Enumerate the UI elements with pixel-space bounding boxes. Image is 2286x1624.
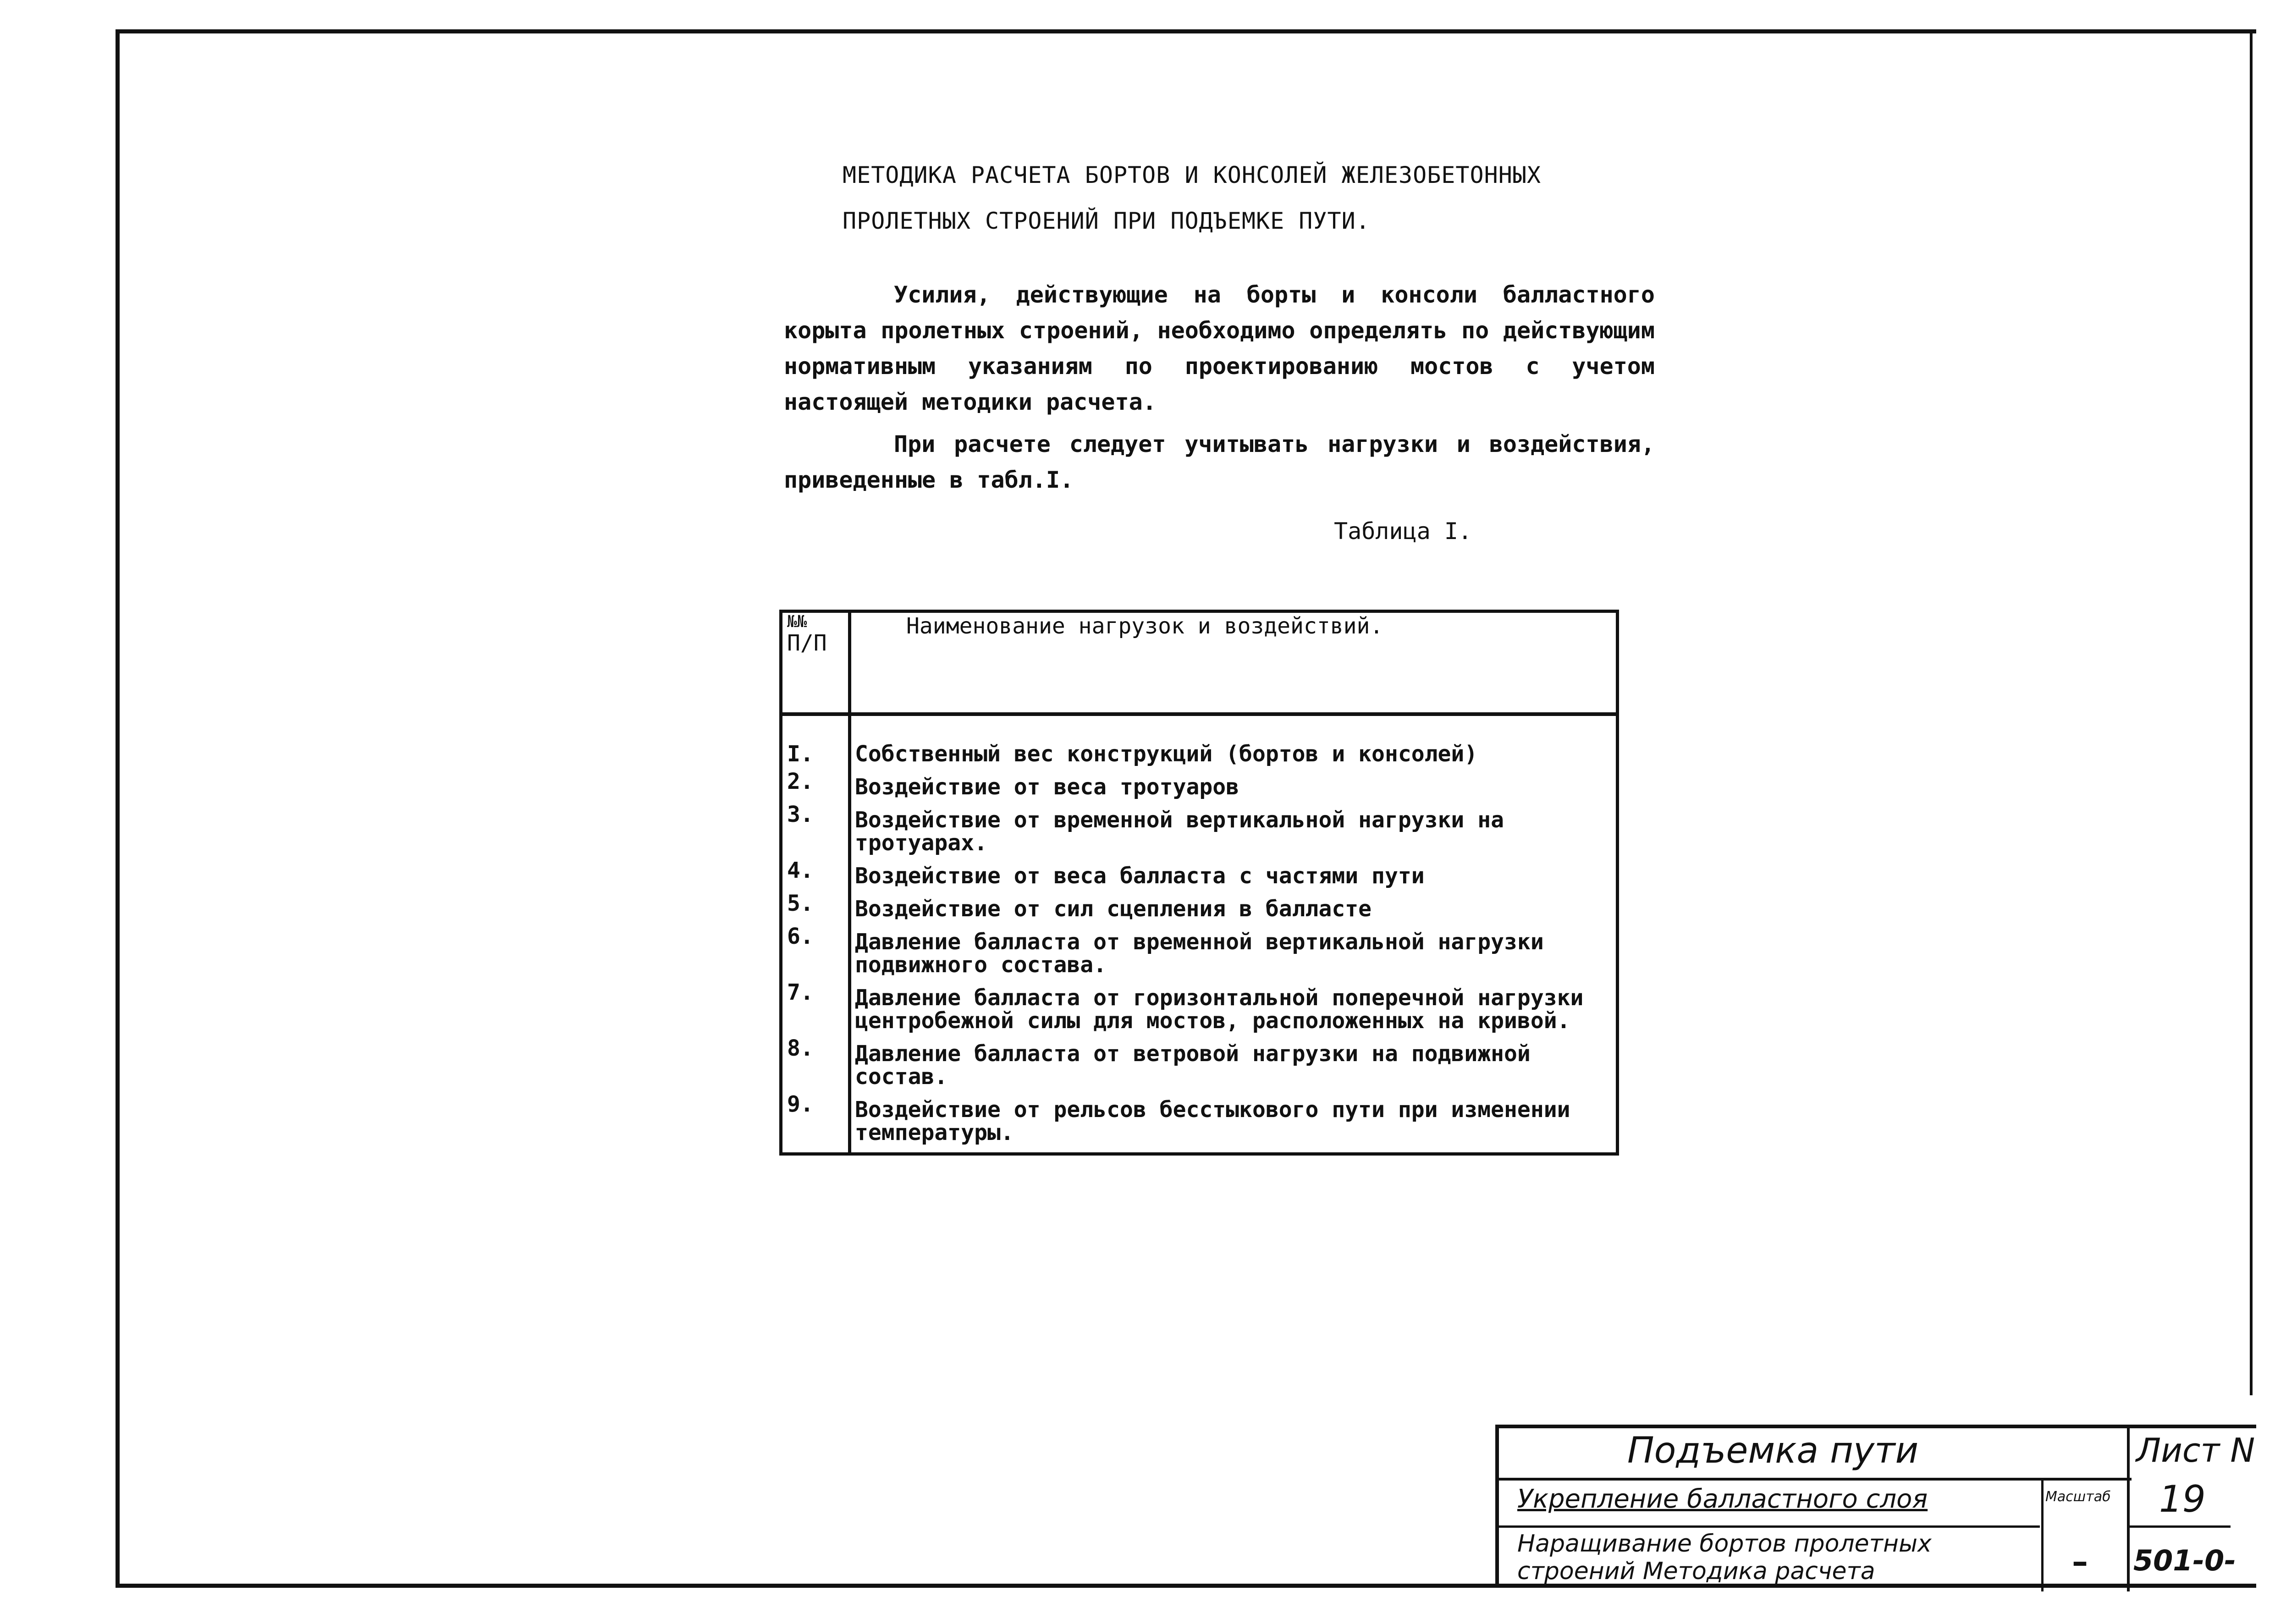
row-text: Воздействие от рельсов бесстыкового пути при изменении температуры.	[855, 1097, 1570, 1145]
header-name-cell: Наименование нагрузок и воздействий.	[850, 611, 1618, 715]
row-text: Давление балласта от временной вертикальной нагрузки подвижного состава.	[855, 929, 1544, 978]
table-row	[781, 1037, 1618, 1093]
row-text: Воздействие от сил сцепления в балласте	[855, 896, 1372, 922]
row-number: 4.	[781, 859, 850, 892]
stamp-title: Подъемка пути	[1627, 1430, 1919, 1471]
table-row	[781, 803, 1618, 859]
row-text: Воздействие от веса балласта с частями пути	[855, 863, 1425, 889]
table-caption: Таблица I.	[1334, 518, 1472, 545]
row-number: 7.	[781, 981, 850, 1037]
title-block-divider	[1499, 1525, 2040, 1528]
row-text: Давление балласта от горизонтальной поперечной нагрузки центробежной силы для мостов, расположенных на кривой.	[855, 985, 1584, 1034]
table-header-row	[781, 611, 1618, 715]
loads-table	[779, 610, 1619, 1156]
title-block-divider	[1499, 1478, 2132, 1481]
table-row	[781, 714, 1618, 770]
row-number: I.	[781, 714, 850, 770]
header-number-cell	[781, 611, 850, 715]
heading-line-1: МЕТОДИКА РАСЧЕТА БОРТОВ И КОНСОЛЕЙ ЖЕЛЕЗОБЕТОННЫХ	[843, 162, 1542, 188]
table-row	[781, 981, 1618, 1037]
header-number-label: П/П	[787, 630, 827, 656]
row-number: 8.	[781, 1037, 850, 1093]
paragraph-1: Усилия, действующие на борты и консоли балластного корыта пролетных строений, необходимо определять по действующим нормативным указаниям по проектированию мостов с учетом настоящей методики расчета.	[784, 281, 1655, 415]
scale-value: –	[2072, 1543, 2088, 1580]
row-text: Воздействие от временной вертикальной нагрузки на тротуарах.	[855, 807, 1504, 856]
title-block-divider	[2041, 1478, 2044, 1591]
drawing-frame-right-edge	[2250, 29, 2253, 1395]
row-text: Собственный вес конструкций (бортов и консолей)	[855, 741, 1478, 767]
table-row	[781, 1093, 1618, 1154]
stamp-subtitle: Укрепление балластного слоя	[1517, 1484, 1928, 1514]
heading-line-2: ПРОЛЕТНЫХ СТРОЕНИЙ ПРИ ПОДЪЕМКЕ ПУТИ.	[843, 208, 1370, 234]
table-row	[781, 925, 1618, 981]
row-text: Давление балласта от ветровой нагрузки на подвижной состав.	[855, 1041, 1531, 1090]
table-row	[781, 770, 1618, 803]
row-number: 3.	[781, 803, 850, 859]
row-number: 6.	[781, 925, 850, 981]
title-block-divider	[2127, 1425, 2130, 1591]
header-number-symbol: №№	[787, 612, 807, 631]
row-number: 2.	[781, 770, 850, 803]
table-row	[781, 859, 1618, 892]
row-number: 5.	[781, 892, 850, 925]
row-text: Воздействие от веса тротуаров	[855, 774, 1239, 800]
scale-label: Масштаб	[2045, 1489, 2111, 1505]
paragraph-2: При расчете следует учитывать нагрузки и воздействия, приведенные в табл.I.	[784, 431, 1655, 493]
table-row	[781, 892, 1618, 925]
document-heading	[843, 152, 1897, 244]
sheet-number: 19	[2159, 1478, 2206, 1520]
stamp-description-line-2: строений Методика расчета	[1517, 1558, 1875, 1585]
title-block	[1495, 1425, 2256, 1588]
stamp-description-line-1: Наращивание бортов пролетных	[1517, 1530, 1932, 1558]
row-number: 9.	[781, 1093, 850, 1154]
sheet-label: Лист N	[2136, 1431, 2255, 1470]
title-block-divider	[2130, 1525, 2231, 1528]
project-code: 501-0-	[2133, 1544, 2236, 1577]
